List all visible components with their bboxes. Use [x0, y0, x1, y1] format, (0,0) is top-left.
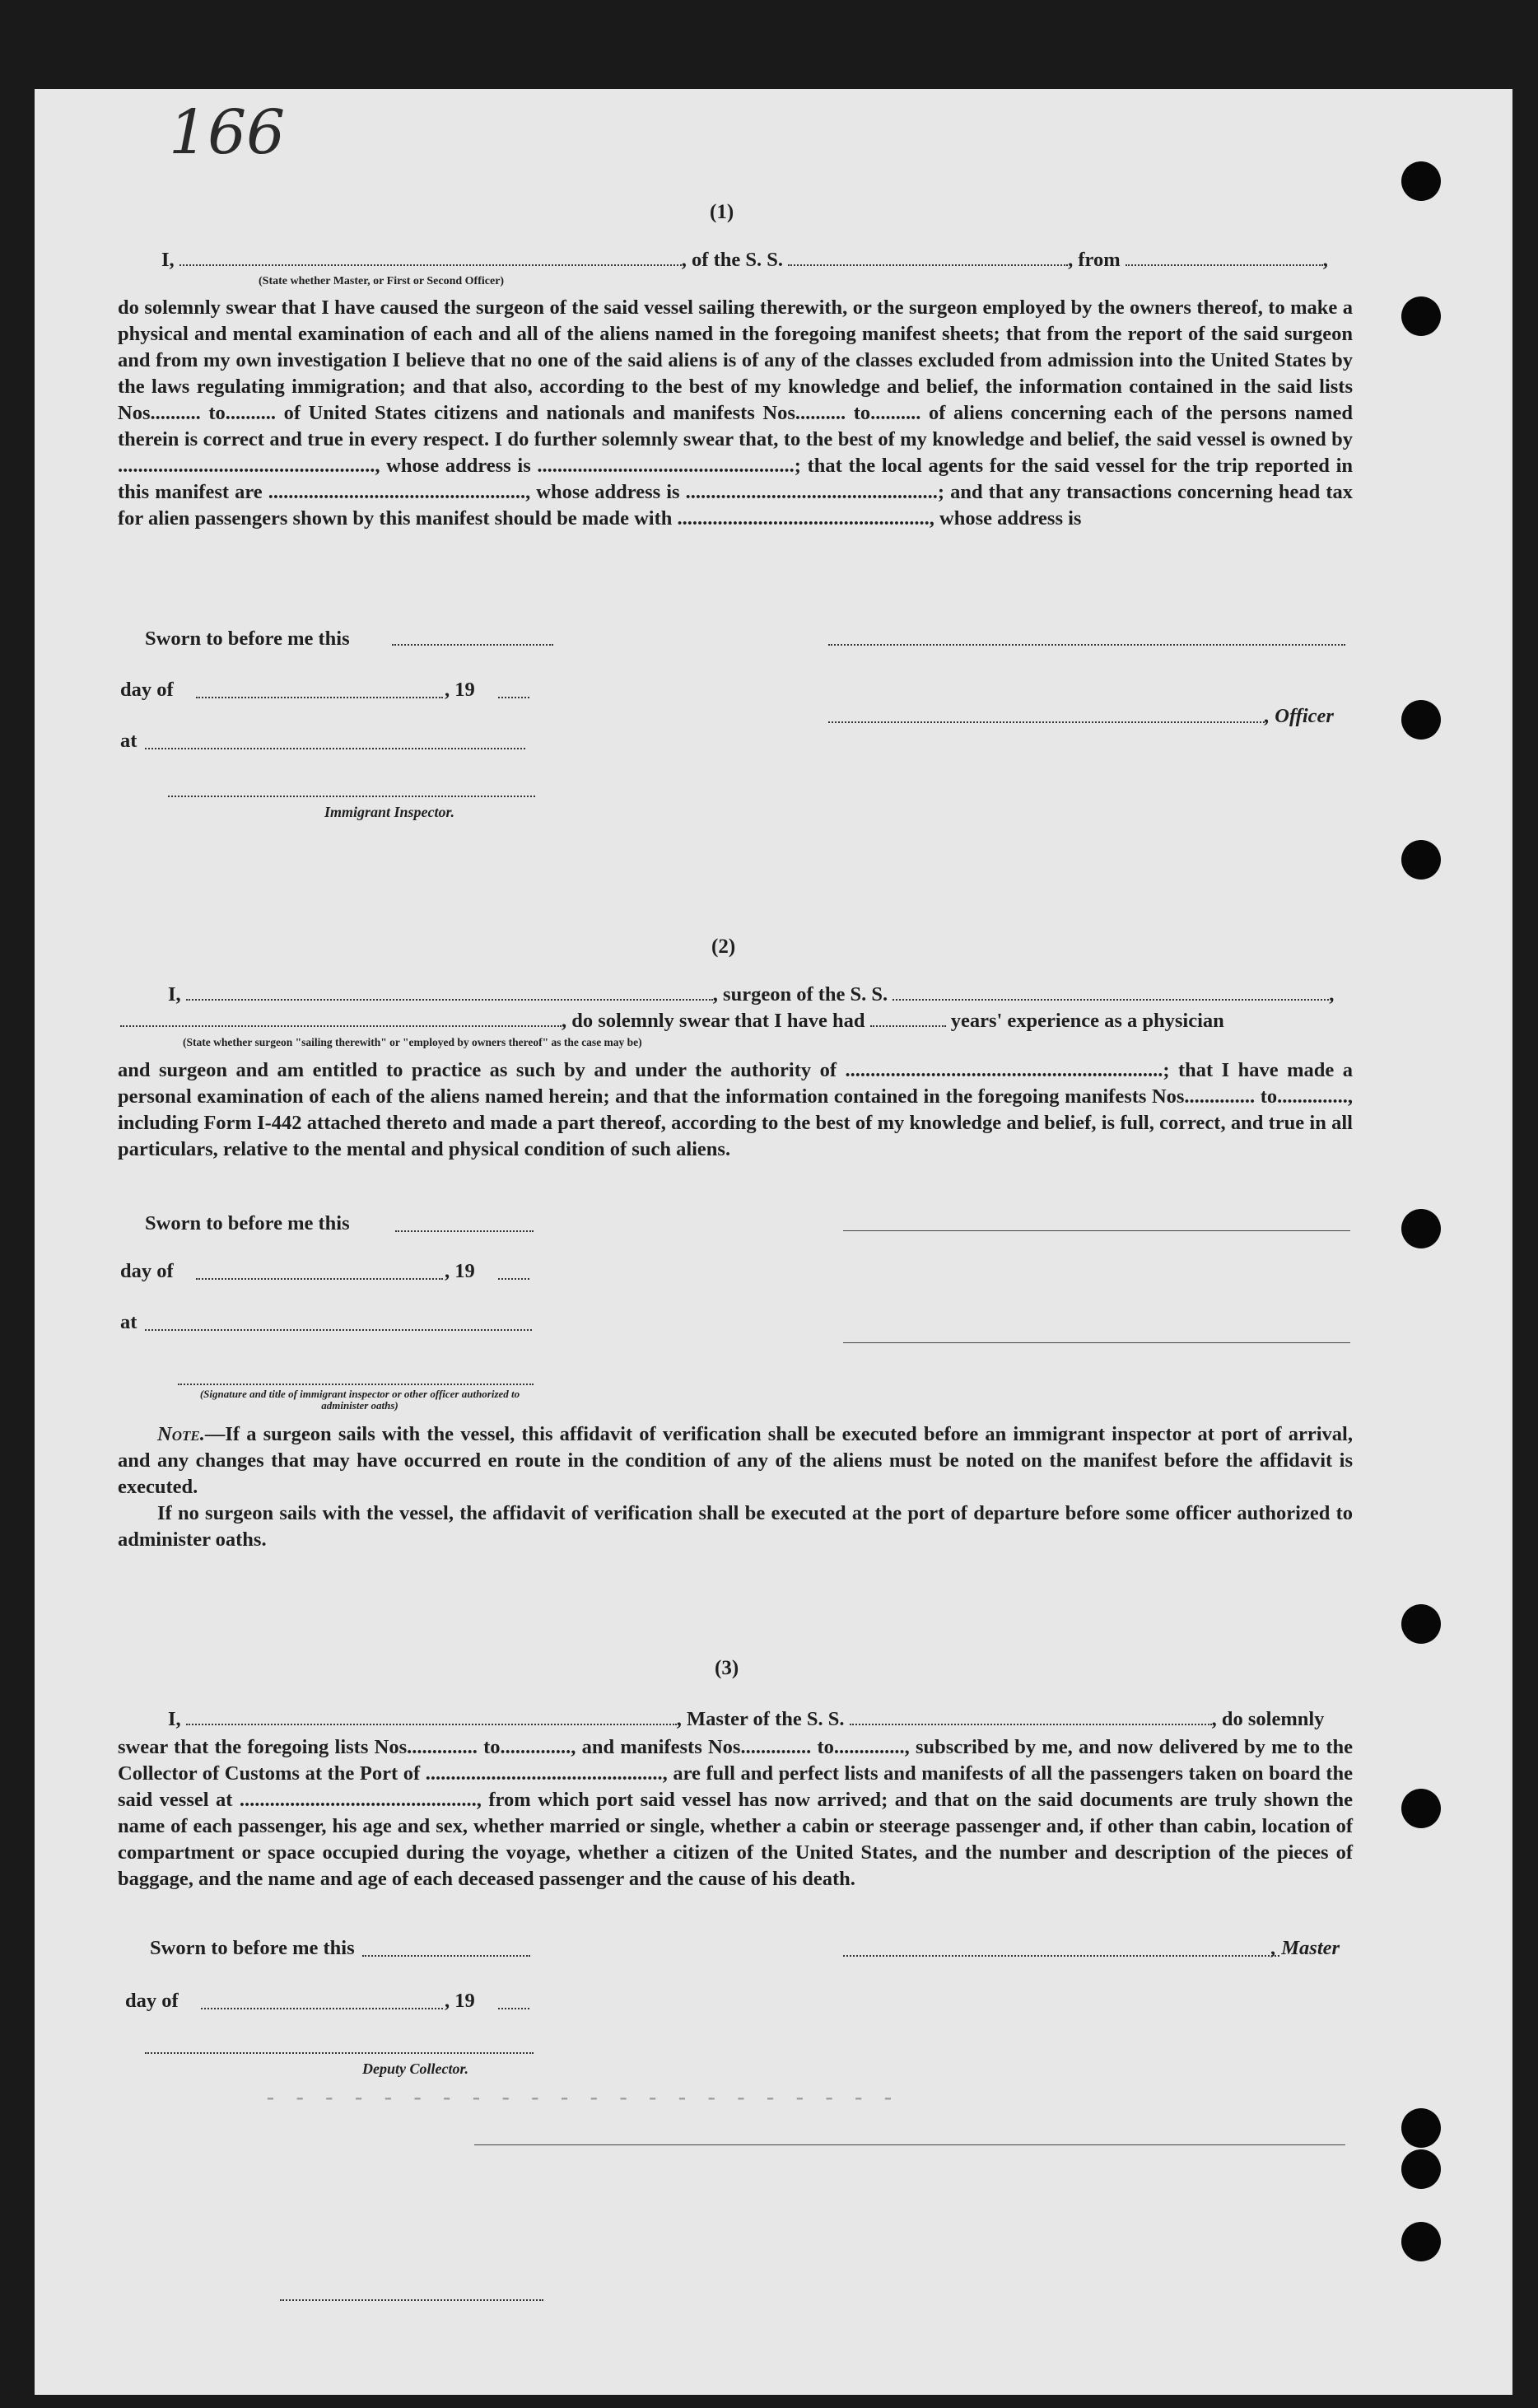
bottom-rule: [474, 2144, 1345, 2145]
inspector-caption: Immigrant Inspector.: [324, 804, 455, 820]
oath-end: , from: [1068, 249, 1121, 271]
master-prefix: I,: [168, 1708, 181, 1730]
officer-caption: (State whether Master, or First or Second Officer): [259, 275, 505, 287]
master-oath-line: [168, 1708, 1324, 1731]
day-of-label: day of: [125, 1990, 179, 2012]
oath-mid: , of the S. S.: [681, 249, 783, 271]
sworn-date-field[interactable]: [362, 1955, 530, 1957]
year-field[interactable]: [498, 2008, 529, 2009]
year-label: , 19: [445, 1990, 475, 2012]
master-oath-paragraph: do solemnly swear that I have caused the surgeon of the said vessel sailing therewith, or the surgeon employed by the owners thereof, to make a physical and mental examination of each and all of the aliens named in the foregoing manifest sheets; that from the report of the said surgeon and from my own investigation I believe that no one of the said aliens is of any of the classes excluded from admission into the United States by the laws regulating immigration; and that also, according to the best of my knowledge and belief, the information contained in the said lists Nos.......... to.......... of United States citizens and nationals and manifests Nos.......... to.......... of aliens concerning each of the persons named therein is correct and true in every respect. I do further solemnly swear that, to the best of my knowledge and belief, the said vessel is owned by ..................................................., whose address is ...................................................; that the local agents for the said vessel for the trip reported in this manifest are ..................................................., whose address is ..................................................; and that any transactions concerning head tax for alien passengers shown by this manifest should be made with .................................................., whose address is: [118, 296, 1353, 530]
inspector-caption: (Signature and title of immigrant inspector or other officer authorized to administer oaths): [199, 1388, 520, 1412]
surgeon-line2-mid: , do solemnly swear that I have had: [562, 1010, 865, 1032]
bottom-dotted-line: [280, 2299, 543, 2301]
inspector-signature-line[interactable]: [178, 1384, 534, 1385]
section-number: (2): [711, 936, 736, 958]
collector-signature-line[interactable]: [145, 2052, 534, 2054]
surgeon-oath-paragraph: and surgeon and am entitled to practice as such by and under the authority of ...............................................................; that I have made a personal examination of each of the aliens named herein; and that the information contained in the foregoing manifests Nos.............. to.............., including Form I-442 attached thereto and made a part thereof, according to the best of my knowledge and belief, is full, correct, and true in all particulars, relative to the mental and physical condition of such aliens.: [118, 1059, 1353, 1160]
officer-label: , Officer: [1265, 705, 1334, 727]
binder-hole: [1401, 2222, 1441, 2261]
master-name-field[interactable]: [186, 1724, 677, 1725]
day-field[interactable]: [201, 2008, 443, 2009]
collector-caption: Deputy Collector.: [362, 2060, 468, 2077]
sworn-label: Sworn to before me this: [145, 1212, 350, 1234]
surgeon-title-line[interactable]: [843, 1342, 1350, 1343]
surgeon-name-field[interactable]: [186, 999, 713, 1001]
oath-prefix: I,: [161, 249, 175, 271]
at-label: at: [120, 730, 137, 752]
bleed-through-text: - - - - - - - - - - - - - - - - - - - - - -: [263, 2084, 896, 2111]
officer-signature-line[interactable]: [828, 644, 1345, 646]
note-text: —If a surgeon sails with the vessel, this affidavit of verification shall be executed before an immigrant inspector at port of arrival, and any changes that may have occurred en route in the condition of any of the aliens must be noted on the manifest before the affidavit is executed.: [118, 1423, 1353, 1498]
handwritten-page-number: 166: [169, 97, 286, 168]
master-vessel-field[interactable]: [850, 1724, 1212, 1725]
vessel-name-field[interactable]: [788, 264, 1068, 266]
day-of-label: day of: [120, 679, 174, 701]
day-field[interactable]: [196, 1278, 443, 1280]
at-place-field[interactable]: [145, 748, 525, 749]
note-label: Note.: [157, 1423, 205, 1445]
master-label: , Master: [1271, 1937, 1340, 1959]
day-of-label: day of: [120, 1260, 174, 1282]
binder-hole: [1401, 1789, 1441, 1828]
sworn-date-field[interactable]: [392, 644, 553, 646]
binder-hole: [1401, 1209, 1441, 1248]
section-number: (1): [710, 201, 734, 223]
officer-title-line[interactable]: [828, 721, 1265, 723]
binder-hole: [1401, 700, 1441, 740]
surgeon-status-field[interactable]: [120, 1025, 562, 1027]
year-label: , 19: [445, 1260, 475, 1282]
officer-name-field[interactable]: [179, 264, 682, 266]
at-label: at: [120, 1311, 137, 1333]
surgeon-line2-end: years' experience as a physician: [950, 1010, 1224, 1032]
years-experience-field[interactable]: [870, 1025, 946, 1027]
binder-hole: [1401, 2108, 1441, 2148]
master-end: , do solemnly: [1211, 1708, 1325, 1730]
surgeon-caption: (State whether surgeon "sailing therewith" or "employed by owners thereof" as the case may be): [183, 1036, 642, 1048]
surgeon-end: ,: [1329, 983, 1335, 1006]
surgeon-mid: , surgeon of the S. S.: [712, 983, 888, 1006]
binder-hole: [1401, 161, 1441, 201]
surgeon-signature-line[interactable]: [843, 1230, 1350, 1231]
binder-hole: [1401, 2149, 1441, 2189]
sworn-label: Sworn to before me this: [150, 1937, 355, 1959]
sworn-date-field[interactable]: [395, 1230, 534, 1232]
surgeon-oath-line-2: [120, 1010, 1224, 1033]
binder-hole: [1401, 1604, 1441, 1644]
binder-hole: [1401, 296, 1441, 336]
at-place-field[interactable]: [145, 1329, 532, 1331]
binder-hole: [1401, 840, 1441, 880]
sworn-label: Sworn to before me this: [145, 628, 350, 650]
master-oath-line: [161, 249, 1328, 272]
section-number: (3): [715, 1657, 739, 1679]
master-mid: , Master of the S. S.: [676, 1708, 845, 1730]
year-field[interactable]: [498, 697, 529, 698]
day-field[interactable]: [196, 697, 443, 698]
year-field[interactable]: [498, 1278, 529, 1280]
inspector-signature-line[interactable]: [168, 796, 535, 797]
note-paragraph-2: If no surgeon sails with the vessel, the affidavit of verification shall be executed at the port of departure before some officer authorized to administer oaths.: [118, 1502, 1353, 1551]
surgeon-oath-line: [168, 983, 1334, 1006]
note-paragraph: [118, 1421, 1353, 1500]
master-signature-line[interactable]: [843, 1955, 1279, 1957]
oath-end-comma: ,: [1322, 249, 1328, 271]
surgeon-prefix: I,: [168, 983, 181, 1006]
from-port-field[interactable]: [1126, 264, 1323, 266]
year-label: , 19: [445, 679, 475, 701]
master-manifest-paragraph: swear that the foregoing lists Nos.............. to.............., and manifests Nos.............. to.............., subscribed by me, and now delivered by me to the Collector of Customs at the Port of ..............................................., are full and perfect lists and manifests of all the passengers taken on board the said vessel at ..............................................., from which port said vessel has now arrived; and that on the said documents are truly shown the name of each passenger, his age and sex, whether married or single, whether a cabin or steerage passenger and, if other than cabin, location of compartment or space occupied during the voyage, whether a citizen of the United States, and the number and description of the pieces of baggage, and the name and age of each deceased passenger and the cause of his death.: [118, 1736, 1353, 1890]
surgeon-vessel-field[interactable]: [893, 999, 1329, 1001]
